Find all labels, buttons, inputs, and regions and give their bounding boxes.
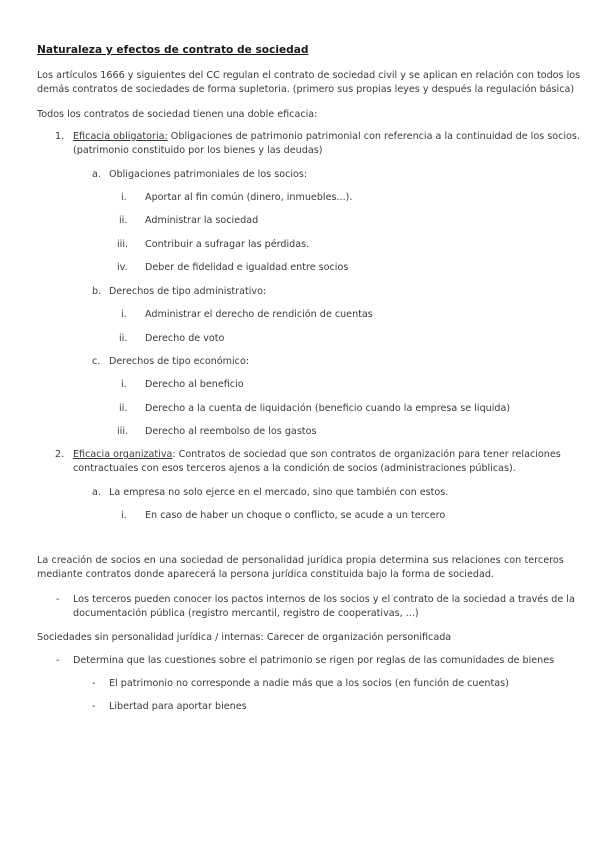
doble-eficacia-text: Todos los contratos de sociedad tienen una doble eficacia:	[37, 109, 318, 120]
list-item: El patrimonio no corresponde a nadie más que a los socios (en función de cuentas)	[109, 678, 509, 689]
item2-text: : Contratos de sociedad que son contratos de organización para tener relaciones	[172, 449, 561, 460]
terceros-line-1: Los terceros pueden conocer los pactos internos de los socios y el contrato de la sociedad a través de la	[73, 594, 575, 605]
list-item: Derecho a la cuenta de liquidación (beneficio cuando la empresa se liquida)	[145, 403, 511, 414]
item1-c-text: Derechos de tipo económico:	[109, 356, 250, 367]
dash-marker: -	[56, 655, 60, 666]
list-marker: c.	[92, 356, 101, 367]
sin-personalidad-text: Sociedades sin personalidad jurídica / internas: Carecer de organización personificada	[37, 632, 452, 643]
list-item: Aportar al fin común (dinero, inmuebles...).	[145, 192, 353, 203]
list-item: En caso de haber un choque o conflicto, se acude a un tercero	[145, 510, 446, 521]
creacion-line-1: La creación de socios en una sociedad de personalidad jurídica propia determina sus relaciones con terceros	[37, 555, 564, 566]
creacion-line-2: mediante contratos donde aparecerá la persona jurídica constituida bajo la forma de sociedad.	[37, 569, 494, 580]
item1-text: Obligaciones de patrimonio patrimonial con referencia a la continuidad de los socios.	[167, 131, 580, 142]
list-item: Contribuir a sufragar las pérdidas.	[145, 239, 310, 250]
list-marker: ii.	[119, 215, 128, 226]
item1-line-2: (patrimonio constituido por los bienes y las deudas)	[73, 145, 323, 156]
list-item: Derecho al reembolso de los gastos	[145, 426, 317, 437]
list-item: Libertad para aportar bienes	[109, 701, 247, 712]
list-marker: 2.	[55, 449, 65, 460]
determina-text: Determina que las cuestiones sobre el patrimonio se rigen por reglas de las comunidades de bienes	[73, 655, 555, 666]
list-item: Administrar el derecho de rendición de cuentas	[145, 309, 373, 320]
list-marker: a.	[92, 169, 101, 180]
list-marker: i.	[121, 309, 127, 320]
list-marker: ii.	[119, 403, 128, 414]
list-marker: iv.	[117, 262, 128, 273]
item1-b-text: Derechos de tipo administrativo:	[109, 286, 267, 297]
list-marker: b.	[92, 286, 102, 297]
list-item: Deber de fidelidad e igualdad entre socios	[145, 262, 349, 273]
list-marker: i.	[121, 510, 127, 521]
item2-label: Eficacia organizativa	[73, 449, 173, 460]
item2-line-1	[73, 448, 561, 461]
list-marker: iii.	[117, 426, 129, 437]
item2-line-2: contractuales con esos terceros ajenos a la condición de socios (administraciones públicas).	[73, 463, 516, 474]
dash-marker: -	[92, 701, 96, 712]
list-marker: i.	[121, 379, 127, 390]
item1-line-1	[73, 130, 580, 143]
list-marker: ii.	[119, 333, 128, 344]
item1-label: Eficacia obligatoria:	[73, 131, 168, 142]
list-marker: a.	[92, 487, 101, 498]
list-marker: iii.	[117, 239, 129, 250]
item1-a-text: Obligaciones patrimoniales de los socios:	[109, 169, 308, 180]
intro-line-2: demás contratos de sociedades de forma supletoria. (primero sus propias leyes y después la regulación básica)	[37, 84, 575, 95]
list-marker: 1.	[55, 131, 65, 142]
item2-a-text: La empresa no solo ejerce en el mercado, sino que también con estos.	[109, 487, 449, 498]
dash-marker: -	[56, 594, 60, 605]
dash-marker: -	[92, 678, 96, 689]
terceros-line-2: documentación pública (registro mercantil, registro de cooperativas, ...)	[73, 608, 419, 619]
list-item: Derecho de voto	[145, 333, 225, 344]
list-item: Derecho al beneficio	[145, 379, 244, 390]
intro-line-1: Los artículos 1666 y siguientes del CC regulan el contrato de sociedad civil y se aplican en relación con todos los	[37, 70, 581, 81]
list-marker: i.	[121, 192, 127, 203]
list-item: Administrar la sociedad	[145, 215, 259, 226]
page-title: Naturaleza y efectos de contrato de sociedad	[37, 44, 309, 56]
